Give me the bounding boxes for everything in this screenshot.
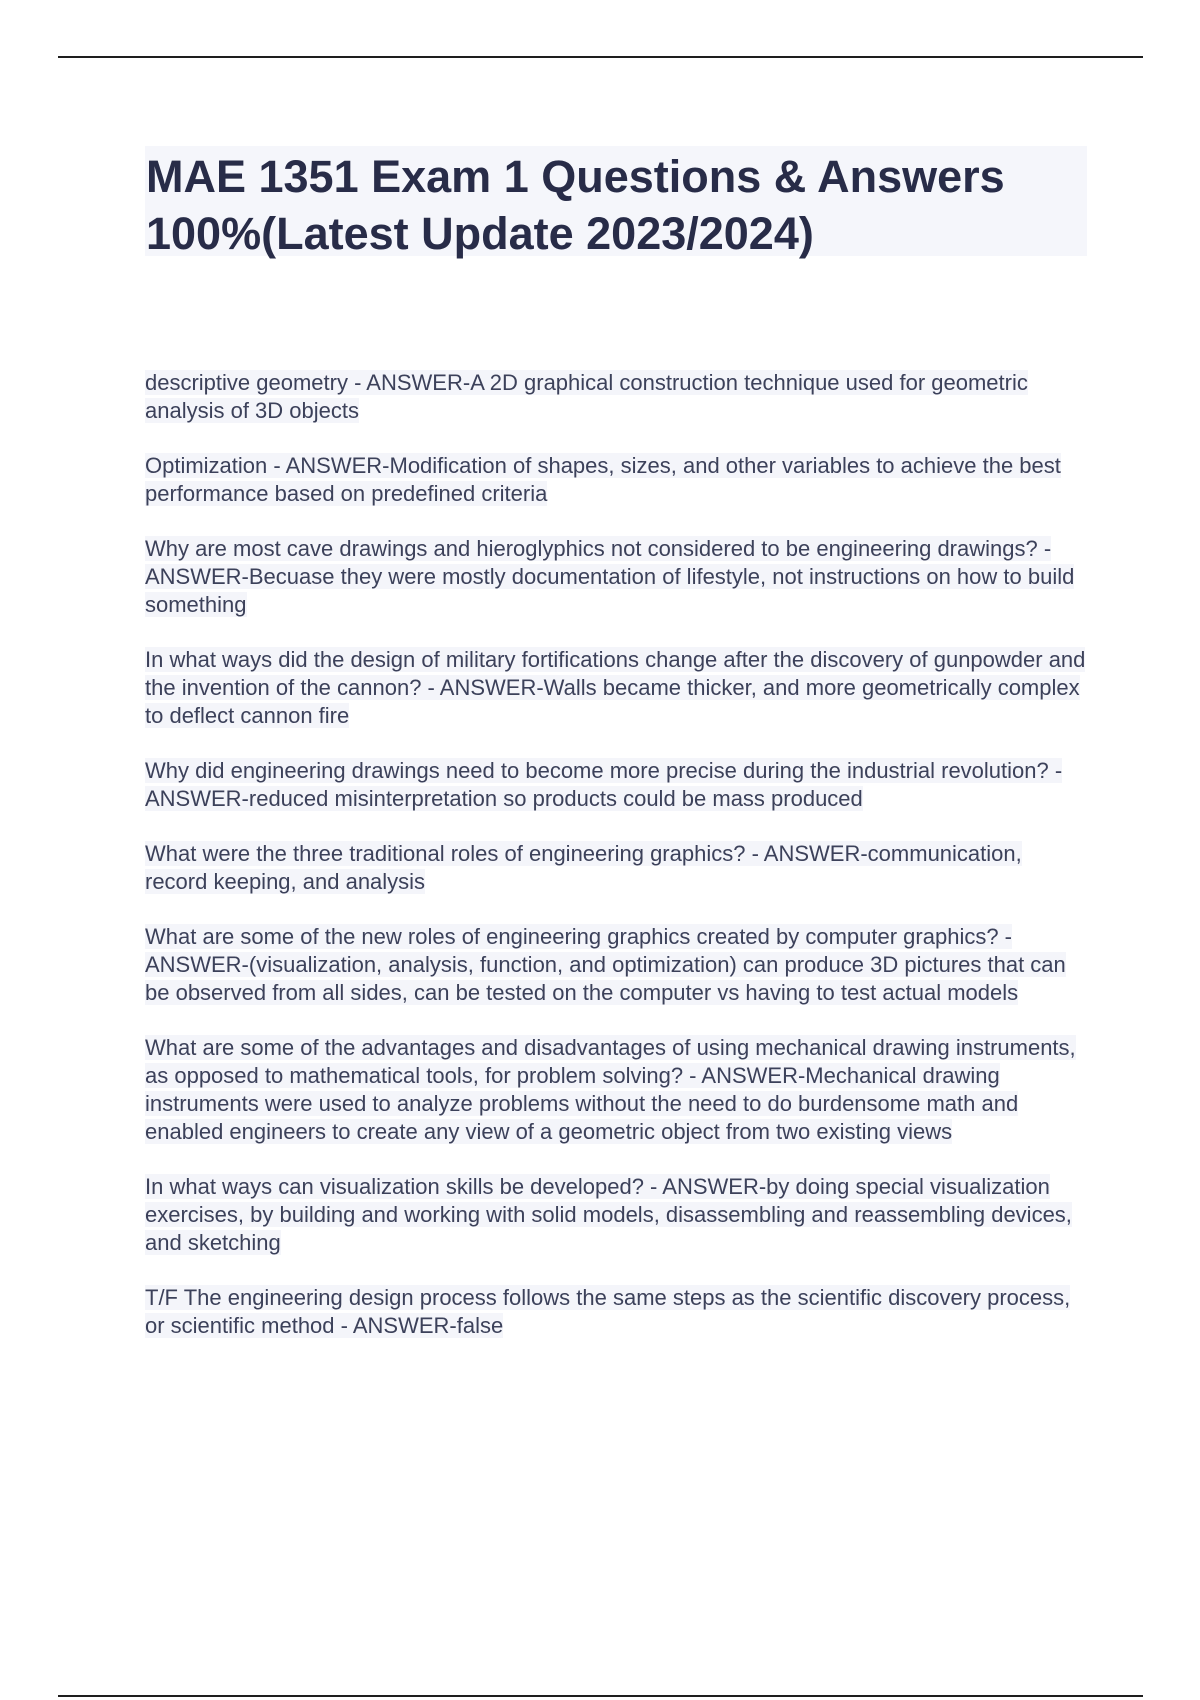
qa-item [145, 646, 1090, 730]
qa-text: In what ways did the design of military fortifications change after the discovery of gunpowder and the invention of the cannon? - ANSWER-Walls became thicker, and more geometrically complex to deflect cannon fire [145, 647, 1086, 728]
qa-item [145, 757, 1090, 813]
qa-text: In what ways can visualization skills be developed? - ANSWER-by doing special visualization exercises, by building and working with solid models, disassembling and reassembling devices, and sketching [145, 1174, 1072, 1255]
qa-item [145, 1173, 1090, 1257]
qa-text: What were the three traditional roles of engineering graphics? - ANSWER-communication, record keeping, and analysis [145, 841, 1022, 894]
qa-item [145, 452, 1090, 508]
qa-item [145, 1284, 1090, 1340]
qa-text: T/F The engineering design process follows the same steps as the scientific discovery process, or scientific method - ANSWER-false [145, 1285, 1071, 1338]
qa-list [145, 369, 1090, 1367]
qa-item [145, 1034, 1090, 1146]
qa-text: Optimization - ANSWER-Modification of shapes, sizes, and other variables to achieve the best performance based on predefined criteria [145, 453, 1061, 506]
bottom-rule [58, 1695, 1143, 1697]
qa-item [145, 535, 1090, 619]
top-rule [58, 56, 1143, 58]
qa-text: descriptive geometry - ANSWER-A 2D graphical construction technique used for geometric analysis of 3D objects [145, 370, 1028, 423]
qa-text: Why are most cave drawings and hieroglyphics not considered to be engineering drawings? - ANSWER-Becuase they were mostly documentation of lifestyle, not instructions on how to build something [145, 536, 1075, 617]
qa-item [145, 840, 1090, 896]
qa-text: What are some of the new roles of engineering graphics created by computer graphics? - ANSWER-(visualization, analysis, function, and optimization) can produce 3D pictures that can be observed from all sides, can be tested on the computer vs having to test actual models [145, 924, 1066, 1005]
qa-item [145, 369, 1090, 425]
qa-text: What are some of the advantages and disadvantages of using mechanical drawing instruments, as opposed to mathematical tools, for problem solving? - ANSWER-Mechanical drawing instruments were used to analyze problems without the need to do burdensome math and enabled engineers to create any view of a geometric object from two existing views [145, 1035, 1076, 1144]
document-title: MAE 1351 Exam 1 Questions & Answers 100%(Latest Update 2023/2024) [146, 151, 1005, 259]
qa-text: Why did engineering drawings need to become more precise during the industrial revolution? - ANSWER-reduced misinterpretation so products could be mass produced [145, 758, 1063, 811]
qa-item [145, 923, 1090, 1007]
